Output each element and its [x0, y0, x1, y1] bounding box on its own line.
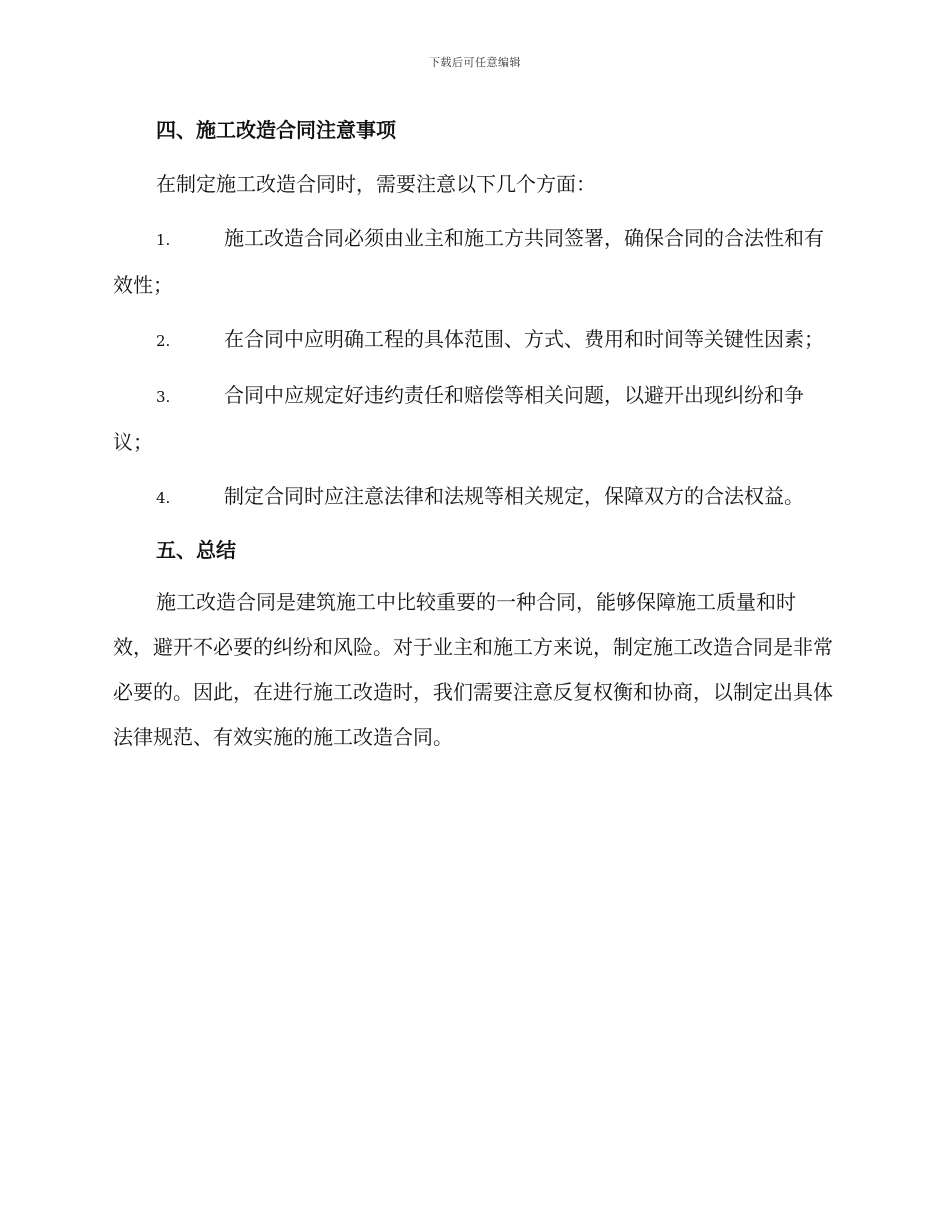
list-item-text: 合同中应规定好违约责任和赔偿等相关问题，以避开出现纠纷和争议； [113, 383, 804, 454]
section-5-title: 五、总结 [156, 538, 236, 562]
list-item-number: 3. [156, 388, 171, 406]
list-item-text: 施工改造合同必须由业主和施工方共同签署，确保合同的合法性和有效性； [113, 226, 824, 297]
section-5-body: 施工改造合同是建筑施工中比较重要的一种合同，能够保障施工质量和时效，避开不必要的纠纷和风险。对于业主和施工方来说，制定施工改造合同是非常必要的。因此，在进行施工改造时，我们需要注意反复权衡和协商，以制定出具体法律规范、有效实施的施工改造合同。 [113, 590, 833, 749]
list-item [113, 317, 835, 364]
considerations-list [113, 216, 835, 521]
section-4-intro: 在制定施工改造合同时，需要注意以下几个方面： [156, 172, 596, 196]
section-4-title: 四、施工改造合同注意事项 [156, 118, 396, 142]
list-item-text: 在合同中应明确工程的具体范围、方式、费用和时间等关键性因素； [224, 327, 824, 351]
list-item [113, 216, 835, 308]
list-item-number: 4. [156, 489, 171, 507]
list-item [113, 474, 835, 521]
list-item-number: 2. [156, 332, 171, 350]
list-item-number: 1. [156, 231, 171, 249]
list-item-text: 制定合同时应注意法律和法规等相关规定，保障双方的合法权益。 [224, 484, 804, 508]
page-header: 下载后可任意编辑 [429, 56, 521, 69]
list-item [113, 373, 835, 465]
document-body [113, 110, 835, 760]
